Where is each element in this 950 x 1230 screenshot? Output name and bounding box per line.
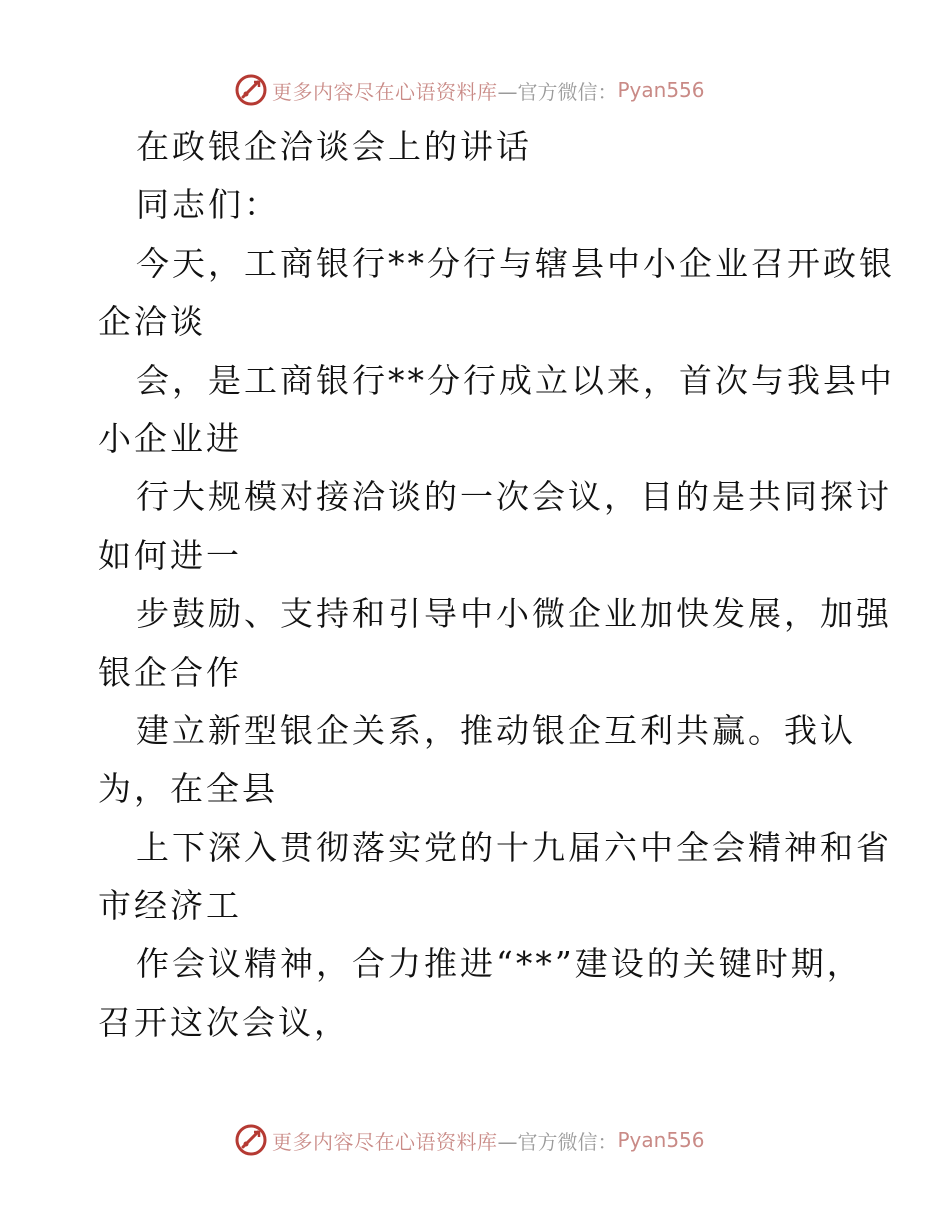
text-line: 会，是工商银行**分行成立以来，首次与我县中 bbox=[136, 360, 895, 400]
banner-subtitle: —官方微信： bbox=[497, 79, 618, 104]
banner-title: 更多内容尽在心语资料库 bbox=[272, 79, 498, 104]
banner-subtitle: —官方微信： bbox=[497, 1129, 618, 1154]
text-line: 市经济工 bbox=[98, 886, 242, 926]
text-line: 银企合作 bbox=[98, 652, 242, 692]
header-banner bbox=[234, 70, 705, 110]
text-line: 小企业进 bbox=[98, 418, 242, 458]
logo-icon bbox=[234, 1123, 268, 1157]
text-line: 上下深入贯彻落实党的十九届六中全会精神和省 bbox=[136, 827, 892, 867]
footer-banner bbox=[234, 1120, 705, 1160]
text-line: 企洽谈 bbox=[98, 302, 206, 342]
banner-wechat-id: Pyan556 bbox=[617, 78, 705, 102]
banner-wechat-id: Pyan556 bbox=[617, 1128, 705, 1152]
banner-title: 更多内容尽在心语资料库 bbox=[272, 1129, 498, 1154]
text-line: 今天，工商银行**分行与辖县中小企业召开政银 bbox=[136, 243, 895, 283]
text-line: 同志们： bbox=[136, 185, 280, 225]
logo-icon bbox=[234, 73, 268, 107]
text-line: 如何进一 bbox=[98, 535, 242, 575]
text-line: 建立新型银企关系，推动银企互利共赢。我认 bbox=[136, 710, 856, 750]
text-line: 在政银企洽谈会上的讲话 bbox=[136, 127, 532, 166]
text-line: 作会议精神，合力推进“**”建设的关键时期， bbox=[136, 944, 863, 984]
document-body bbox=[98, 118, 895, 1052]
text-line: 召开这次会议， bbox=[98, 1002, 350, 1042]
text-line: 行大规模对接洽谈的一次会议，目的是共同探讨 bbox=[136, 477, 892, 517]
text-line: 为，在全县 bbox=[98, 769, 278, 809]
text-line: 步鼓励、支持和引导中小微企业加快发展，加强 bbox=[136, 594, 892, 634]
